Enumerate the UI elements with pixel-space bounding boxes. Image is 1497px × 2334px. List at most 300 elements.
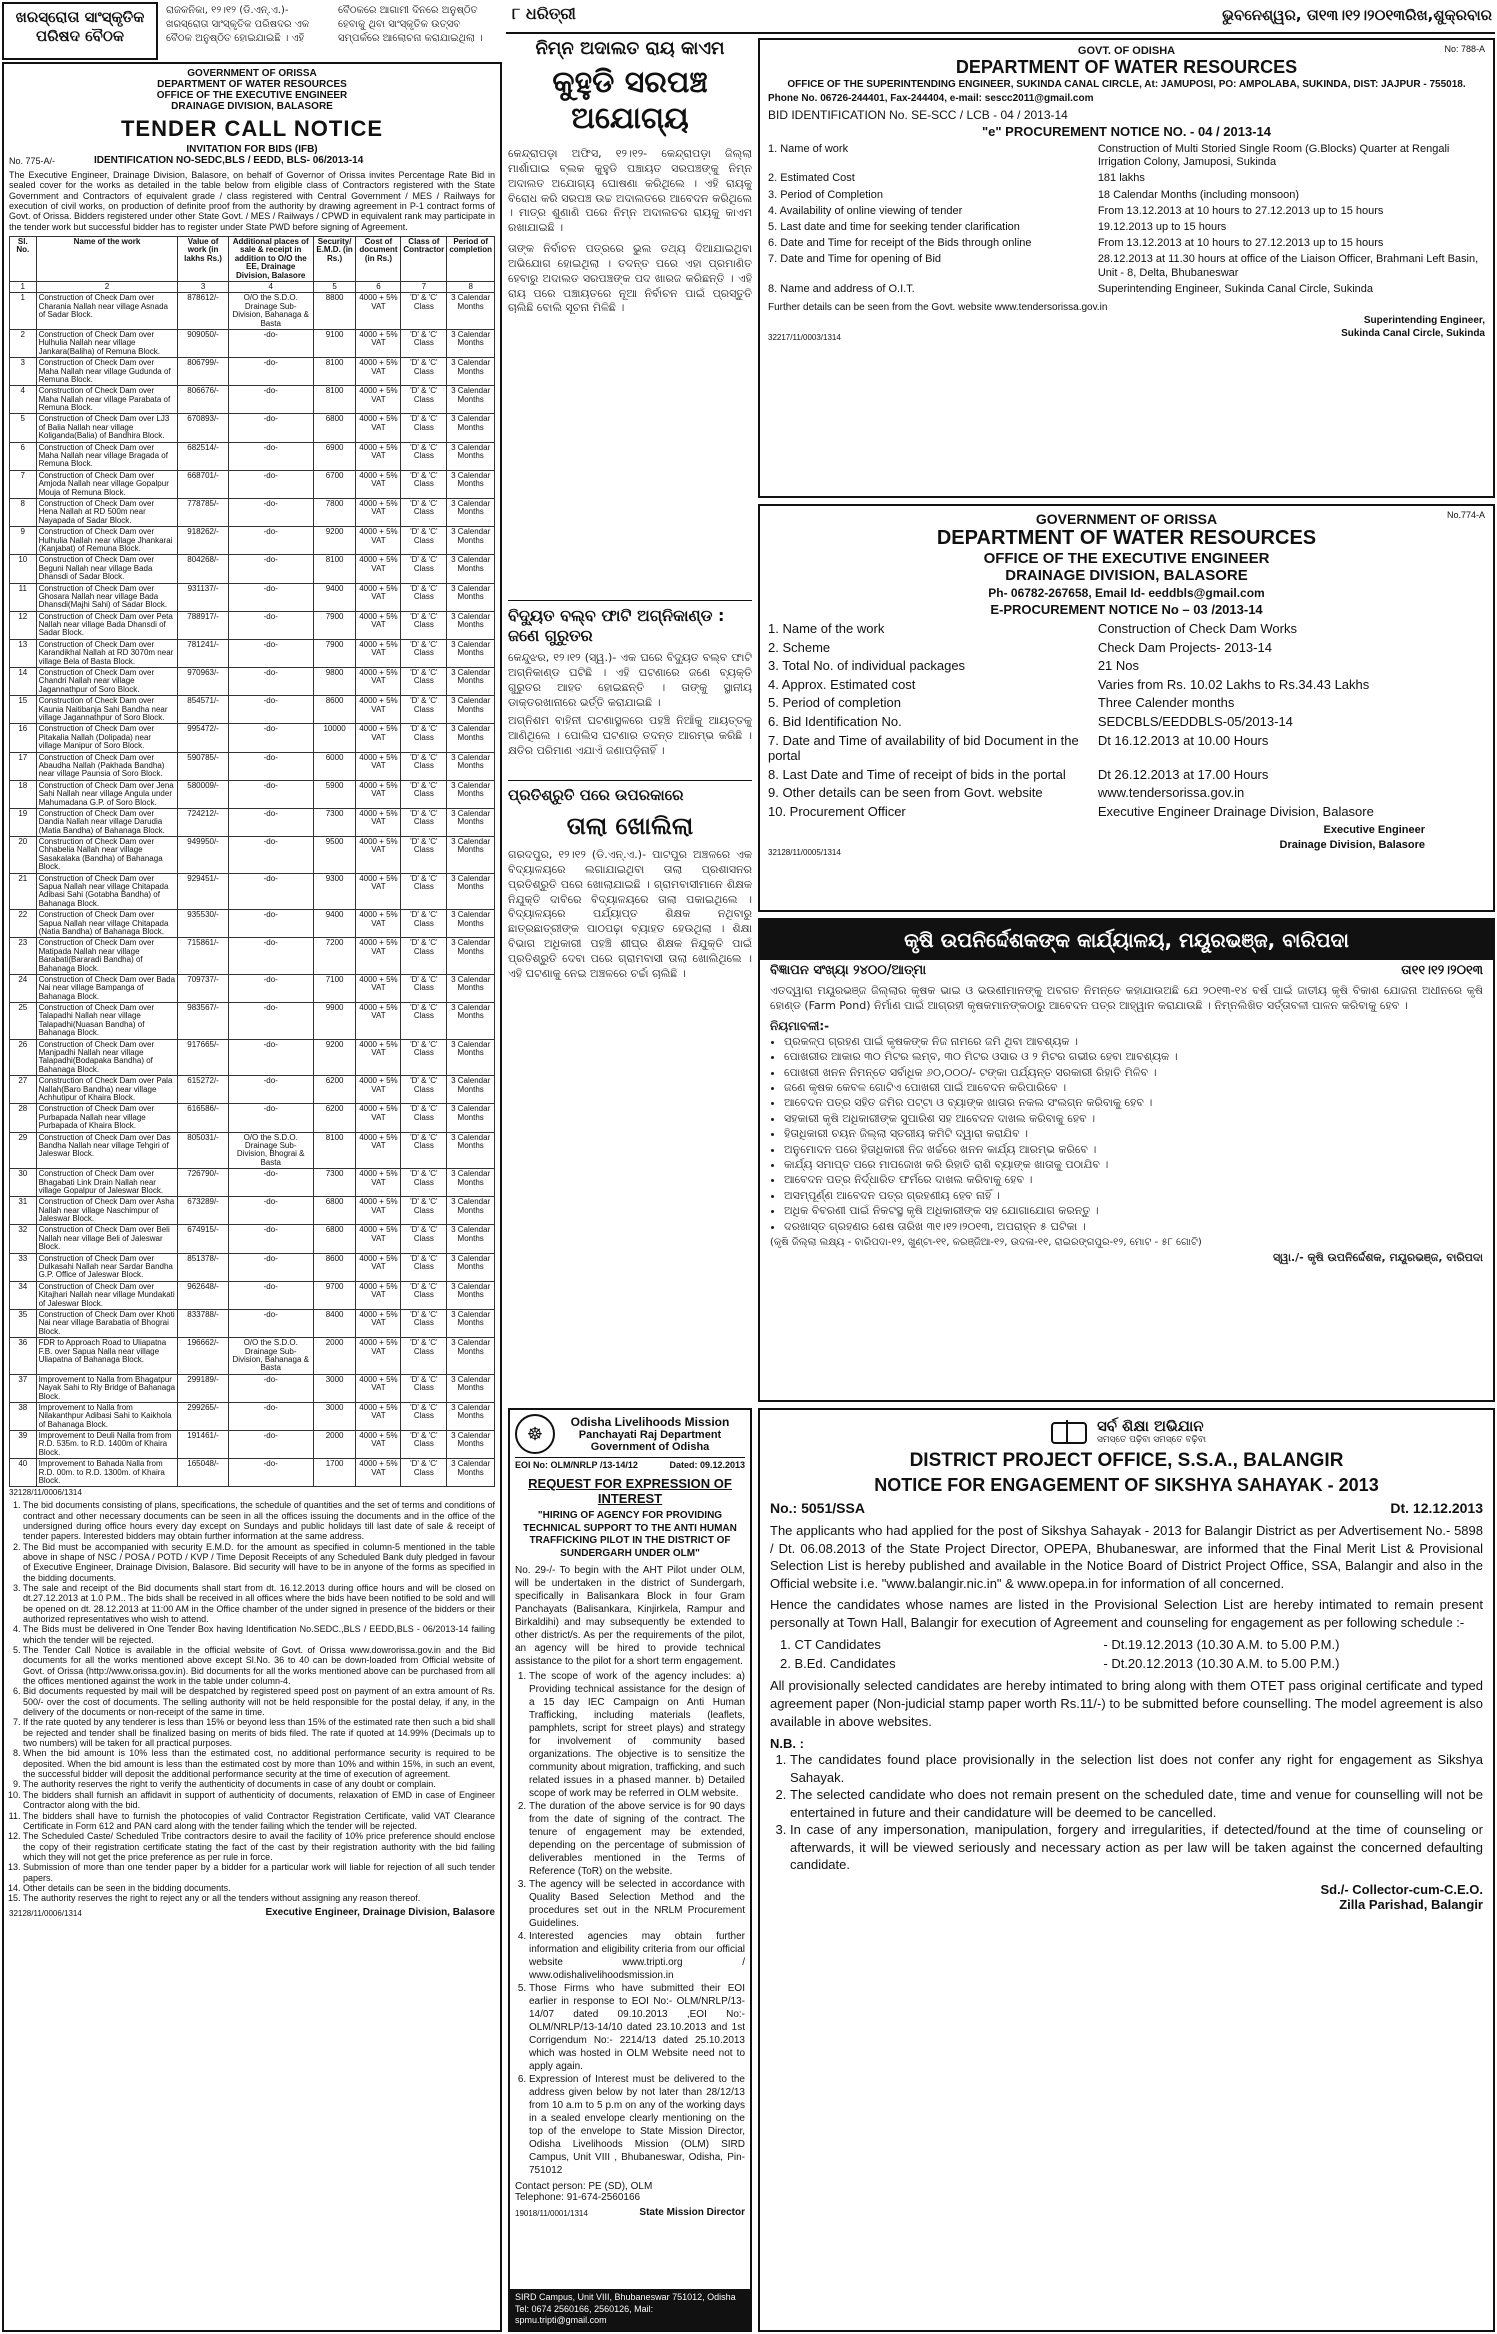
col-index: 8	[447, 282, 495, 293]
table-cell: 805031/-	[178, 1132, 228, 1169]
condition-item: 10. The bidders shall furnish an affidavit in support of authenticity of documents, relaxation of EMD in case of Engineer Contractor along with the bid.	[23, 1790, 495, 1811]
olm-ref: 19018/11/0001/1314	[515, 2209, 588, 2218]
table-cell: Construction of Check Dam over Purbapada Nallah near village Purbapada of Khaira Block.	[36, 1104, 178, 1132]
top-left-news	[2, 2, 158, 60]
col-period: Period of completion	[447, 237, 495, 282]
table-cell: 4000 + 5% VAT	[356, 974, 401, 1002]
sukinda-notice: "e" PROCUREMENT NOTICE NO. - 04 / 2013-14	[981, 124, 1271, 139]
table-cell: 'D' & 'C' Class	[401, 358, 447, 386]
table-cell: 3 Calendar Months	[447, 1039, 495, 1076]
table-cell: 9700	[313, 1281, 356, 1309]
table-cell: 4	[10, 386, 37, 414]
ssa-sign1: Sd./- Collector-cum-C.E.O.	[1320, 1881, 1483, 1897]
table-cell: 'D' & 'C' Class	[401, 1459, 447, 1487]
table-cell: 4000 + 5% VAT	[356, 910, 401, 938]
condition-item: 1. The bid documents consisting of plans, specifications, the schedule of quantities and the set of terms and conditions of contract and other necessary documents can be seen in all the offices issuing the documents and in the office of the undersigned during office hours every day except on Sundays and public holidays till last date of sale & receipt of tender papers. Interested bidders may obtain further information at the same address.	[23, 1500, 495, 1541]
table-cell: Construction of Check Dam over Ghosara Nallah near village Bada Dhansdi(Majhi Sahi) of Sadar Block.	[36, 583, 178, 611]
info-label: 3. Total No. of individual packages	[768, 658, 966, 674]
info-row	[768, 172, 1485, 185]
tender-notice	[2, 62, 502, 2332]
table-cell: 12	[10, 611, 37, 639]
table-cell: 4000 + 5% VAT	[356, 555, 401, 583]
col-places: Additional places of sale & receipt in addition to O/O the EE, Drainage Division, Balasore	[228, 237, 313, 282]
tender-conditions	[9, 1500, 495, 1903]
table-cell: 970963/-	[178, 668, 228, 696]
condition-item: 4. The Bids must be delivered in One Tender Box having Identification No.SEDC.,BLS / EEDD,BLS - 06/2013-14 failing which the tender will be rejected.	[23, 1624, 495, 1645]
info-value: Superintending Engineer, Sukinda Canal Circle, Sukinda	[1097, 282, 1373, 295]
table-cell: 4000 + 5% VAT	[356, 724, 401, 752]
ssa-schedule	[780, 1637, 1483, 1671]
table-cell: 4000 + 5% VAT	[356, 414, 401, 442]
condition-item: 2. The Bid must be accompanied with security E.M.D. for the amount as specified in column-5 mentioned in the table above in shape of NSC / POSA / POTD / KVP / Time Deposit Receipts of any Scheduled Bank duly pledged in favour of Executive Engineer, Drainage Division, Balasore. Bid security will have to be in anyone of the forms as specified in the bidding documents.	[23, 1542, 495, 1583]
table-cell: -do-	[228, 873, 313, 910]
tender-table-header	[10, 237, 495, 282]
table-cell: Construction of Check Dam over Dandia Nallah near village Darudia (Matia Bandha) of Bahanaga Block.	[36, 808, 178, 836]
olm-points	[515, 1670, 745, 2177]
table-row	[10, 1169, 495, 1197]
table-row	[10, 974, 495, 1002]
table-cell: 962648/-	[178, 1281, 228, 1309]
info-label: 2. B.Ed. Candidates	[780, 1655, 896, 1671]
table-cell: 3 Calendar Months	[447, 837, 495, 874]
table-cell: 670893/-	[178, 414, 228, 442]
table-cell: 3 Calendar Months	[447, 873, 495, 910]
table-cell: 3 Calendar Months	[447, 1309, 495, 1337]
ssa-nb: N.B. :	[770, 1736, 804, 1752]
table-cell: 10	[10, 555, 37, 583]
col-value: Value of work (in lakhs Rs.)	[178, 237, 228, 282]
table-cell: 8100	[313, 555, 356, 583]
table-cell: 9200	[313, 527, 356, 555]
table-cell: Construction of Check Dam over Kaunia Naitibanja Sahi Bandha near village Jagannathpur of Soro Block.	[36, 696, 178, 724]
table-cell: Construction of Check Dam over Jena Sahi Nallah near village Angula under Mahumadana G.P. of Soro Block.	[36, 780, 178, 808]
table-cell: 299189/-	[178, 1374, 228, 1402]
table-cell: -do-	[228, 974, 313, 1002]
table-cell: 'D' & 'C' Class	[401, 1281, 447, 1309]
table-cell: 4000 + 5% VAT	[356, 696, 401, 724]
table-cell: Construction of Check Dam over LJ3 of Balia Nallah near village Koliganda(Balia) of Bandhira Block.	[36, 414, 178, 442]
table-cell: -do-	[228, 780, 313, 808]
school-headline: ତାଲା ଖୋଲିଲା	[566, 812, 694, 840]
table-cell: 3 Calendar Months	[447, 611, 495, 639]
table-cell: 724212/-	[178, 808, 228, 836]
court-col2: ତାଙ୍କ ନିର୍ବାଚନ ପତ୍ରରେ ଭୁଲ ତଥ୍ୟ ଦିଆଯାଇଥିବା ଅଭିଯୋଗ ହୋଇଥିଲା । ତଦନ୍ତ ପରେ ଏହା ପ୍ରମାଣିତ ହେବାରୁ ଅଦାଲତ ସରପଞ୍ଚଙ୍କ ପଦ ଖାରଜ କରିଛନ୍ତି । ଏହି ରାୟ ପରେ ପଞ୍ଚାୟତରେ ନୂଆ ନିର୍ବାଚନ ପାଇଁ ପ୍ରସ୍ତୁତି ଚାଲିଛି ବୋଲି ସୂଚନା ମିଳିଛି ।	[508, 242, 752, 315]
table-cell: 6	[10, 442, 37, 470]
table-row	[10, 499, 495, 527]
tender-table-index	[10, 282, 495, 293]
tender-office: OFFICE OF THE EXECUTIVE ENGINEER	[156, 90, 348, 101]
table-cell: 778785/-	[178, 499, 228, 527]
table-cell: Construction of Check Dam over Maha Nallah near village Bragada of Remuna Block.	[36, 442, 178, 470]
table-cell: 6200	[313, 1076, 356, 1104]
table-cell: 4000 + 5% VAT	[356, 1431, 401, 1459]
info-row	[768, 205, 1485, 218]
school-kicker: ପ୍ରତିଶ୍ରୁତି ପରେ ଉପରକାରେ	[508, 786, 684, 804]
col-index: 2	[36, 282, 178, 293]
table-cell: 6900	[313, 442, 356, 470]
table-cell: Construction of Check Dam over Karandikhal Nallah at RD 3070m near village Bela of Basta Block.	[36, 639, 178, 667]
table-cell: 'D' & 'C' Class	[401, 1338, 447, 1375]
table-cell: 8100	[313, 1132, 356, 1169]
list-item: • ଜଣେ କୃଷକ କେବଳ ଗୋଟିଏ ପୋଖରୀ ପାଇଁ ଆବେଦନ କରିପାରିବେ ।	[784, 1080, 1483, 1095]
table-cell: 17	[10, 752, 37, 780]
ssa-office: DISTRICT PROJECT OFFICE, S.S.A., BALANGIR	[909, 1450, 1344, 1471]
table-cell: Construction of Check Dam over Maha Nallah near village Gudunda of Remuna Block.	[36, 358, 178, 386]
col-index: 3	[178, 282, 228, 293]
page-number: ୮ ଧରିତ୍ରୀ	[512, 4, 576, 23]
ssa-title: NOTICE FOR ENGAGEMENT OF SIKSHYA SAHAYAK - 2013	[874, 1475, 1379, 1495]
info-value: 18 Calendar Months (including monsoon)	[1097, 188, 1299, 201]
table-cell: 854571/-	[178, 696, 228, 724]
table-cell: -do-	[228, 386, 313, 414]
list-item: 3. The agency will be selected in accordance with Quality Based Selection Method and the procedures set out in the NRLM Procurement Guidelines.	[529, 1878, 745, 1930]
condition-item: 7. If the rate quoted by any tenderer is less than 15% or beyond less than 15% of the estimated rate then such a bid shall be rejected and tender shall be finalized basing on merits of bids filed. The rate if quoted at 14.99% (Decimals up to two numbers) will be taken for all practical purposes.	[23, 1717, 495, 1748]
table-row	[10, 442, 495, 470]
table-cell: 3 Calendar Months	[447, 358, 495, 386]
table-cell: Construction of Check Dam over Pala Nallah(Baro Bandha) near village Achhutipur of Khaira Block.	[36, 1076, 178, 1104]
table-cell: Construction of Check Dam over Asha Nallah near village Naschimpur of Jaleswar Block.	[36, 1197, 178, 1225]
table-cell: 4000 + 5% VAT	[356, 837, 401, 874]
sukinda-ref: 32217/11/0003/1314	[768, 333, 841, 343]
ssa-notice	[758, 1408, 1495, 2332]
table-row	[10, 1197, 495, 1225]
table-cell: 34	[10, 1281, 37, 1309]
balasore2-division: DRAINAGE DIVISION, BALASORE	[1005, 567, 1248, 584]
table-row	[10, 1003, 495, 1040]
table-cell: 929451/-	[178, 873, 228, 910]
info-row	[768, 677, 1485, 693]
balasore2-office: OFFICE OF THE EXECUTIVE ENGINEER	[983, 550, 1270, 567]
olm-subtitle: "HIRING OF AGENCY FOR PROVIDING TECHNICAL SUPPORT TO THE ANTI HUMAN TRAFFICKING PILOT IN THE DISTRICT OF SUNDERGARH UNDER OLM"	[523, 1510, 737, 1559]
table-cell: Construction of Check Dam over Sapua Nallah near village Chitapada (Natia Bandha) of Bahanaga Block.	[36, 910, 178, 938]
table-cell: 32	[10, 1225, 37, 1253]
tender-table	[9, 236, 495, 1487]
table-row	[10, 1225, 495, 1253]
info-value: - Dt.20.12.2013 (10.30 A.M. to 5.00 P.M.)	[1103, 1655, 1340, 1671]
table-cell: 3 Calendar Months	[447, 1459, 495, 1487]
table-cell: 'D' & 'C' Class	[401, 1076, 447, 1104]
sukinda-sign2: Sukinda Canal Circle, Sukinda	[1341, 327, 1485, 339]
col-index: 4	[228, 282, 313, 293]
dateline: ଭୁବନେଶ୍ୱର, ତା୧୩।୧୨।୨୦୧୩ରିଖ,ଶୁକ୍ରବାର	[1222, 6, 1492, 24]
tender-signature: Executive Engineer, Drainage Division, Balasore	[265, 1906, 495, 1918]
table-cell: 'D' & 'C' Class	[401, 724, 447, 752]
balasore2-sign2: Drainage Division, Balasore	[1279, 838, 1425, 851]
balasore2-sign1: Executive Engineer	[1323, 823, 1425, 836]
table-cell: -do-	[228, 1169, 313, 1197]
table-cell: 3000	[313, 1374, 356, 1402]
table-cell: 4000 + 5% VAT	[356, 808, 401, 836]
table-cell: 5	[10, 414, 37, 442]
table-row	[10, 1281, 495, 1309]
table-cell: -do-	[228, 639, 313, 667]
table-row	[10, 1039, 495, 1076]
sukinda-no: No: 788-A	[1444, 44, 1485, 54]
olm-title: REQUEST FOR EXPRESSION OF INTEREST	[528, 1476, 732, 1506]
table-cell: 'D' & 'C' Class	[401, 386, 447, 414]
table-cell: 'D' & 'C' Class	[401, 639, 447, 667]
table-row	[10, 611, 495, 639]
info-row	[768, 733, 1485, 764]
table-cell: 3 Calendar Months	[447, 1132, 495, 1169]
table-cell: FDR to Approach Road to Uliapatna F.B. over Sapua Nalla near village Uliapatna of Bahanaga Block.	[36, 1338, 178, 1375]
table-row	[10, 639, 495, 667]
list-item: • ଆବେଦନ ପତ୍ର ସହିତ ଜମିର ପଟ୍ଟା ଓ ବ୍ୟାଙ୍କ ଖାତାର ନକଲ ସଂଲଗ୍ନ କରିବାକୁ ହେବ ।	[784, 1095, 1483, 1110]
table-cell: Construction of Check Dam over Beguni Nallah near village Bada Dhansdi of Sadar Block.	[36, 555, 178, 583]
table-cell: 4000 + 5% VAT	[356, 611, 401, 639]
table-cell: 4000 + 5% VAT	[356, 1281, 401, 1309]
table-cell: 'D' & 'C' Class	[401, 527, 447, 555]
table-cell: 4000 + 5% VAT	[356, 1225, 401, 1253]
olm-org2: Panchayati Raj Department	[578, 1429, 722, 1441]
table-row	[10, 1374, 495, 1402]
info-label: 10. Procurement Officer	[768, 803, 906, 819]
table-cell: 3 Calendar Months	[447, 1402, 495, 1430]
ssa-para1: The applicants who had applied for the post of Sikshya Sahayak - 2013 for Balangir District as per Advertisement No.- 5898 / Dt. 06.08.2013 of the State Project Director, OPEPA, Bhubaneswar, are informed that the Final Merit List & Provisional Selection List is hereby published and available in the Notice Board of District Project Office, SSA, Balangir and also in the Official website i.e. "www.balangir.nic.in" & www.opepa.in for information of all concerned.	[770, 1523, 1483, 1591]
table-cell: 'D' & 'C' Class	[401, 555, 447, 583]
table-cell: 'D' & 'C' Class	[401, 470, 447, 498]
table-cell: 28	[10, 1104, 37, 1132]
list-item: • ସହକାରୀ କୃଷି ଅଧିକାରୀଙ୍କ ସୁପାରିଶ ସହ ଆବେଦନ ଦାଖଲ କରିବାକୁ ହେବ ।	[784, 1111, 1483, 1126]
table-cell: 3 Calendar Months	[447, 1225, 495, 1253]
fire-headline: ବିଦ୍ୟୁତ ବଲ୍ବ ଫାଟି ଅଗ୍ନିକାଣ୍ଡ : ଜଣେ ଗୁରୁତର	[508, 606, 725, 645]
table-cell: 3000	[313, 1402, 356, 1430]
info-row	[768, 714, 1485, 730]
table-cell: 4000 + 5% VAT	[356, 1104, 401, 1132]
table-cell: 'D' & 'C' Class	[401, 780, 447, 808]
table-cell: 21	[10, 873, 37, 910]
table-cell: 7800	[313, 499, 356, 527]
table-cell: -do-	[228, 583, 313, 611]
info-row	[768, 804, 1485, 820]
fire-news	[508, 606, 752, 776]
table-row	[10, 1253, 495, 1281]
table-cell: 36	[10, 1338, 37, 1375]
table-cell: -do-	[228, 527, 313, 555]
table-cell: -do-	[228, 358, 313, 386]
table-cell: 38	[10, 1402, 37, 1430]
table-cell: 3 Calendar Months	[447, 527, 495, 555]
table-cell: 9100	[313, 329, 356, 357]
list-item: 1. The scope of work of the agency includes: a) Providing technical assistance for the design of a 15 day IEC Campaign on Anti Human Trafficking, including materials (leaflets, pamphlets, script for street plays) and strategy for involvement of community based organizations. The objective is to sensitize the community about migration, trafficking, and such related issues in a phased manner. b) Detailed scope of work may be referred in OLM website.	[529, 1670, 745, 1800]
table-cell: 7900	[313, 639, 356, 667]
info-row	[768, 143, 1485, 169]
table-cell: 'D' & 'C' Class	[401, 808, 447, 836]
table-cell: 'D' & 'C' Class	[401, 837, 447, 874]
table-cell: 'D' & 'C' Class	[401, 696, 447, 724]
table-cell: 'D' & 'C' Class	[401, 1253, 447, 1281]
col-index: 6	[356, 282, 401, 293]
table-cell: 4000 + 5% VAT	[356, 583, 401, 611]
table-cell: 4000 + 5% VAT	[356, 1374, 401, 1402]
tender-identification: IDENTIFICATION NO-SEDC,BLS / EEDD, BLS- 06/2013-14	[94, 155, 364, 166]
sukinda-dept: DEPARTMENT OF WATER RESOURCES	[955, 57, 1298, 77]
info-row	[768, 221, 1485, 234]
table-cell: Construction of Check Dam over Beli Nallah near village Beli of Jaleswar Block.	[36, 1225, 178, 1253]
fire-col2: ଅଗ୍ନିଶମ ବାହିନୀ ଘଟଣାସ୍ଥଳରେ ପହଞ୍ଚି ନିଆଁକୁ ଆୟତ୍ତକୁ ଆଣିଥିଲେ । ପୋଲିସ ଘଟଣାର ତଦନ୍ତ ଆରମ୍ଭ କରିଛି । କ୍ଷତିର ପରିମାଣ ଏଯାଏଁ ଜଣାପଡ଼ିନାହିଁ ।	[508, 714, 752, 758]
balasore2-notice: E-PROCUREMENT NOTICE No – 03 /2013-14	[990, 602, 1263, 617]
table-cell: 4000 + 5% VAT	[356, 1003, 401, 1040]
table-cell: 4000 + 5% VAT	[356, 873, 401, 910]
table-cell: 8	[10, 499, 37, 527]
sukinda-govt: GOVT. OF ODISHA	[1077, 45, 1176, 57]
table-cell: 'D' & 'C' Class	[401, 668, 447, 696]
table-cell: 983567/-	[178, 1003, 228, 1040]
sukinda-items	[768, 143, 1485, 296]
table-cell: 931137/-	[178, 583, 228, 611]
table-cell: 23	[10, 938, 37, 975]
table-cell: 6000	[313, 752, 356, 780]
olm-eoi	[508, 1408, 752, 2332]
condition-item: 11. The bidders shall have to furnish the photocopies of valid Contractor Registration Certificate, valid VAT Clearance Certificate in Form 612 and PAN card along with the tender failing which the tender will be rejected.	[23, 1811, 495, 1832]
table-cell: -do-	[228, 1374, 313, 1402]
info-label: 8. Last Date and Time of receipt of bids in the portal	[768, 766, 1066, 782]
table-cell: 196662/-	[178, 1338, 228, 1375]
table-cell: 'D' & 'C' Class	[401, 442, 447, 470]
table-cell: 'D' & 'C' Class	[401, 1402, 447, 1430]
table-cell: -do-	[228, 1104, 313, 1132]
list-item: • ଅନୁମୋଦନ ପରେ ହିତାଧିକାରୀ ନିଜ ଖର୍ଚ୍ଚରେ ଖନନ କାର୍ଯ୍ୟ ଆରମ୍ଭ କରିବେ ।	[784, 1142, 1483, 1157]
info-label: 5. Period of completion	[768, 695, 901, 711]
table-cell: 3 Calendar Months	[447, 1104, 495, 1132]
table-cell: -do-	[228, 808, 313, 836]
table-cell: Construction of Check Dam over Chandri Nallah near village Jagannathpur of Soro Block.	[36, 668, 178, 696]
table-cell: 3 Calendar Months	[447, 668, 495, 696]
table-cell: Construction of Check Dam over Sapua Nallah near village Chitapada Adibasi Sahi (Gotabha Bandha) of Bahanaga Block.	[36, 873, 178, 910]
table-cell: Construction of Check Dam over Maha Nallah near village Parabata of Remuna Block.	[36, 386, 178, 414]
table-cell: 7	[10, 470, 37, 498]
table-row	[10, 1104, 495, 1132]
list-item: • ଅଧିକ ବିବରଣୀ ପାଇଁ ନିକଟସ୍ଥ କୃଷି ଅଧିକାରୀଙ୍କ ସହ ଯୋଗାଯୋଗ କରନ୍ତୁ ।	[784, 1203, 1483, 1218]
col-class: Class of Contractor	[401, 237, 447, 282]
table-row	[10, 1402, 495, 1430]
court-headline: କୁହୁଡି ସରପଞ୍ଚ ଅଯୋଗ୍ୟ	[552, 65, 708, 136]
table-cell: 8600	[313, 696, 356, 724]
table-cell: 6700	[313, 470, 356, 498]
table-cell: 709737/-	[178, 974, 228, 1002]
table-cell: 3 Calendar Months	[447, 470, 495, 498]
table-cell: 3 Calendar Months	[447, 329, 495, 357]
table-cell: 1	[10, 293, 37, 330]
table-cell: 165048/-	[178, 1459, 228, 1487]
table-cell: -do-	[228, 1281, 313, 1309]
table-cell: 2000	[313, 1338, 356, 1375]
table-cell: 3 Calendar Months	[447, 583, 495, 611]
table-cell: 4000 + 5% VAT	[356, 293, 401, 330]
table-cell: 4000 + 5% VAT	[356, 358, 401, 386]
table-cell: 'D' & 'C' Class	[401, 414, 447, 442]
fire-rule	[508, 780, 752, 781]
ssa-logo-sub: ସମସ୍ତେ ପଢ଼ିବା ସମସ୍ତେ ବଢ଼ିବା	[1096, 1435, 1207, 1445]
ssa-para2: Hence the candidates whose names are listed in the Provisional Selection List are hereby intimated to remain present personally at Town Hall, Balangir for execution of Agreement and counseling for engagement as per following schedule :-	[770, 1597, 1483, 1630]
table-cell: 995472/-	[178, 724, 228, 752]
info-label: 7. Date and Time of availability of bid Document in the portal	[768, 732, 1079, 764]
table-cell: 24	[10, 974, 37, 1002]
table-cell: -do-	[228, 1309, 313, 1337]
list-item: • କାର୍ଯ୍ୟ ସମାପ୍ତ ପରେ ମାପଜୋଖ କରି ରିହାତି ରାଶି ବ୍ୟାଙ୍କ ଖାତାକୁ ପଠାଯିବ ।	[784, 1157, 1483, 1172]
tender-no: No. 775-A/-	[9, 156, 56, 166]
table-row	[10, 938, 495, 975]
table-cell: O/O the S.D.O. Drainage Sub-Division, Bhograi & Basta	[228, 1132, 313, 1169]
court-rule	[508, 600, 752, 601]
table-cell: -do-	[228, 696, 313, 724]
tender-intro: The Executive Engineer, Drainage Division, Balasore, on behalf of Governor of Orissa invites Percentage Rate Bid in sealed cover for the works as detailed in the table below from eligible class of Contractors registered with the State Government and Contractors of equivalent grade / class registered with Central Government / MES / Railways for execution of civil works, on production of definite proof from the authority by drawing agreement in P-1 contract forms of Govt. of Orissa. Bidders registered under other State Govt. / MES / Railways / CPWD in equivalent rank may participate in the tender work but successful bidder has to register under State PWD before signing of Agreement.	[9, 170, 495, 232]
table-cell: O/O the S.D.O. Drainage Sub-Division, Bahanaga & Basta	[228, 1338, 313, 1375]
table-cell: -do-	[228, 611, 313, 639]
agri-notice-no: ବିଜ୍ଞାପନ ସଂଖ୍ୟା ୨୪୦୦/ଆତ୍ମା	[770, 963, 927, 978]
table-cell: 4000 + 5% VAT	[356, 780, 401, 808]
table-cell: 4000 + 5% VAT	[356, 1197, 401, 1225]
balasore2-no: No.774-A	[1446, 510, 1485, 520]
col-cost: Cost of document (in Rs.)	[356, 237, 401, 282]
dowr-sukinda-notice	[758, 38, 1495, 498]
table-cell: 909050/-	[178, 329, 228, 357]
table-cell: 3	[10, 358, 37, 386]
table-row	[10, 583, 495, 611]
table-cell: 8600	[313, 1253, 356, 1281]
fire-col1: କେନ୍ଦୁଝର, ୧୨।୧୨ (ସ୍ୱ.)- ଏକ ଘରେ ବିଦ୍ୟୁତ ବଲ୍ବ ଫାଟି ଅଗ୍ନିକାଣ୍ଡ ଘଟିଛି । ଏହି ଘଟଣାରେ ଜଣେ ବ୍ୟକ୍ତି ଗୁରୁତର ଆହତ ହୋଇଛନ୍ତି । ତାଙ୍କୁ ସ୍ଥାନୀୟ ଡାକ୍ତରଖାନାରେ ଭର୍ତ୍ତି କରାଯାଇଛି ।	[508, 651, 752, 709]
table-cell: Construction of Check Dam over Das Bandha Nallah near village Tehgiri of Jaleswar Block.	[36, 1132, 178, 1169]
table-cell: 37	[10, 1374, 37, 1402]
agri-blocks: (କୃଷି ଜିଲ୍ଲା ଲକ୍ଷ୍ୟ - ବାରିପଦା-୧୨, ଖୁଣ୍ଟା-୧୧, କରଞ୍ଜିଆ-୧୨, ଉଦଳା-୧୧, ରାଇରଙ୍ଗପୁର-୧୨, ମୋଟ - ୫୮ ଗୋଟି)	[770, 1236, 1202, 1248]
table-cell: Construction of Check Dam over Manjpadhi Nallah near village Talapadhi(Bodapaka Bandha) of Bahanaga Block.	[36, 1039, 178, 1076]
table-cell: 4000 + 5% VAT	[356, 1132, 401, 1169]
table-cell: 'D' & 'C' Class	[401, 974, 447, 1002]
table-cell: 35	[10, 1309, 37, 1337]
table-cell: 4000 + 5% VAT	[356, 1402, 401, 1430]
info-row	[768, 189, 1485, 202]
table-cell: 3 Calendar Months	[447, 808, 495, 836]
table-cell: 4000 + 5% VAT	[356, 1459, 401, 1487]
table-cell: 788917/-	[178, 611, 228, 639]
table-cell: Construction of Check Dam over Talapadhi Nallah near village Talapadhi(Nuasan Bandha) of Bahanaga Block.	[36, 1003, 178, 1040]
table-cell: 6800	[313, 1225, 356, 1253]
table-cell: 19	[10, 808, 37, 836]
table-row	[10, 752, 495, 780]
table-cell: Construction of Check Dam over Matipada Nallah near village Barabati(Bararadi Bandha) of Bahanaga Block.	[36, 938, 178, 975]
list-item: • ଅସମ୍ପୂର୍ଣ୍ଣ ଆବେଦନ ପତ୍ର ଗ୍ରହଣୀୟ ହେବ ନାହିଁ ।	[784, 1188, 1483, 1203]
table-row	[10, 358, 495, 386]
ssa-para3: All provisionally selected candidates are hereby intimated to bring along with them OTET pass original certificate and typed agreement paper (Non-judicial stamp paper worth Rs.11/-) to be submitted before counselling. The model agreement is also available in above websites.	[770, 1678, 1483, 1729]
ssa-sign2: Zilla Parishad, Balangir	[1339, 1896, 1483, 1912]
table-row	[10, 724, 495, 752]
col-emd: Security/ E.M.D. (in Rs.)	[313, 237, 356, 282]
table-cell: 4000 + 5% VAT	[356, 527, 401, 555]
table-cell: -do-	[228, 555, 313, 583]
table-cell: 3 Calendar Months	[447, 1431, 495, 1459]
col-sl: Sl. No.	[10, 237, 37, 282]
table-row	[10, 1309, 495, 1337]
col-index: 7	[401, 282, 447, 293]
agri-rules-title: ନିୟମାବଳୀ:-	[770, 1018, 830, 1033]
table-cell: 833788/-	[178, 1309, 228, 1337]
table-cell: Improvement to Nalla from Nilakanthpur Adibasi Sahi to Kaikhola of Bahanaga Block.	[36, 1402, 178, 1430]
sukinda-sign1: Superintending Engineer,	[1363, 314, 1485, 326]
table-cell: 'D' & 'C' Class	[401, 1169, 447, 1197]
table-cell: 4000 + 5% VAT	[356, 639, 401, 667]
olm-org3: Government of Odisha	[590, 1441, 710, 1453]
table-cell: 'D' & 'C' Class	[401, 1003, 447, 1040]
table-cell: Construction of Check Dam over Amjoda Nallah near village Gopalpur Mouja of Remuna Block.	[36, 470, 178, 498]
table-cell: 'D' & 'C' Class	[401, 938, 447, 975]
olm-eoi-no: EOI No: OLM/NRLP /13-14/12	[515, 1460, 638, 1470]
list-item: 6. Expression of Interest must be delivered to the address given below by not later than 28/12/13 from 10 a.m to 5 p.m on any of the working days in a sealed envelope clearly mentioning on the top of the envelope to State Mission Director, Odisha Livelihoods Mission (OLM) SIRD Campus, Unit VIII , Bhubaneswar, Odisha, Pin-751012	[529, 2073, 745, 2177]
table-cell: 3 Calendar Months	[447, 974, 495, 1002]
table-row	[10, 1132, 495, 1169]
table-cell: 9300	[313, 873, 356, 910]
table-cell: 3 Calendar Months	[447, 780, 495, 808]
table-cell: 9400	[313, 910, 356, 938]
